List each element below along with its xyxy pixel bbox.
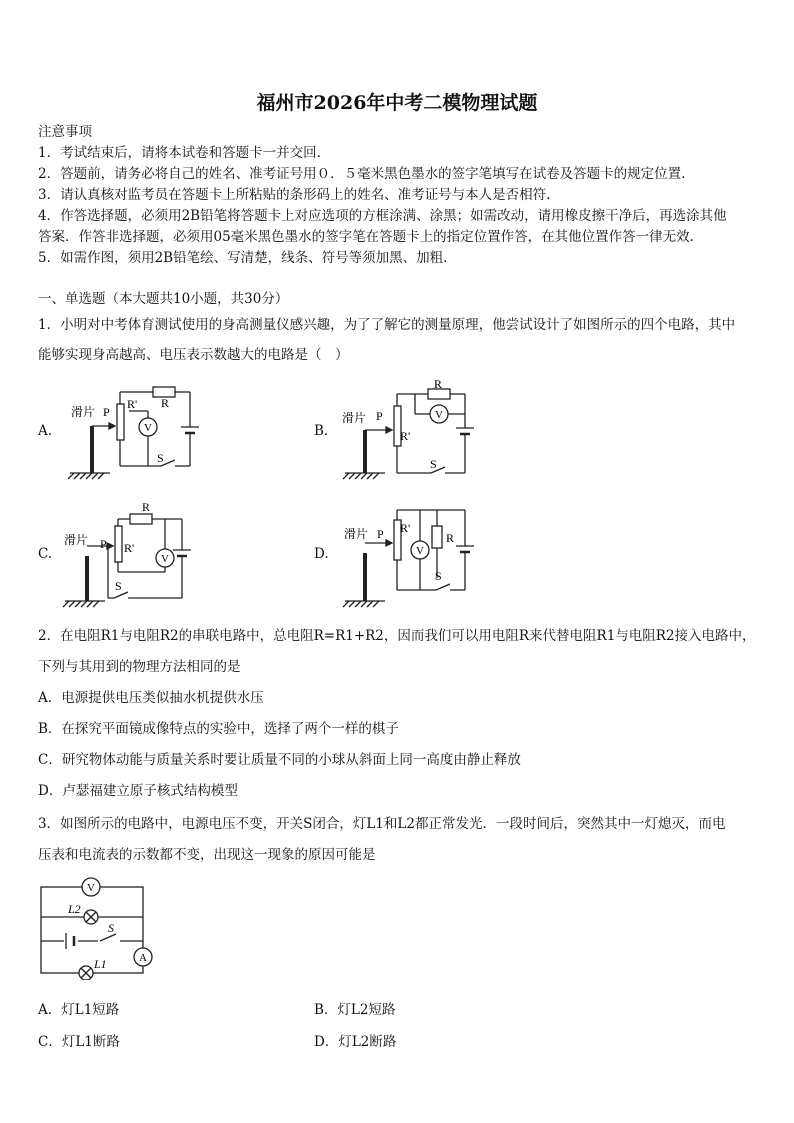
switch-label: S [157,451,164,465]
q3-stem-line1: 3．如图所示的电路中，电源电压不变，开关S闭合，灯L1和L2都正常发光．一段时间后，突然其中一灯熄灭，而电 [38,816,726,832]
voltmeter-label: V [435,409,443,421]
circuit-diagram-a [65,378,210,483]
switch-label: S [435,569,442,583]
r-label: R [142,500,151,514]
r-label: R [161,396,170,410]
slider-label: 滑片 [344,527,369,541]
voltmeter-label: V [144,422,152,434]
switch-label: S [115,579,122,593]
q1-stem-line1: 1．小明对中考体育测试使用的身高测量仪感兴趣，为了了解它的测量原理，他尝试设计了如图所示的四个电路，其中 [38,317,736,333]
circuit-diagram-d [340,498,480,608]
circuit-diagram-b [340,378,480,483]
q3-circuit-diagram [36,875,161,980]
p-label: P [103,405,110,419]
p-label: P [377,527,384,541]
q2-stem-line1: 2．在电阻R1与电阻R2的串联电路中，总电阻R=R1+R2，因而我们可以用电阻R来代替电阻R1与电阻R2接入电路中， [38,628,756,644]
q3-option-b: B．灯L2短路 [314,1002,396,1018]
q3-option-a: A．灯L1短路 [38,1002,120,1018]
slider-label: 滑片 [342,411,367,425]
slider-label: 滑片 [71,405,96,419]
notice-item-4: 4．作答选择题，必须用2B铅笔将答题卡上对应选项的方框涂满、涂黑；如需改动，请用橡皮擦干净后，再选涂其他 [38,208,727,224]
notice-item-1: 1．考试结束后，请将本试卷和答题卡一并交回. [38,145,321,161]
r-label: R [434,378,443,391]
rprime-label: R' [400,429,411,443]
q2-option-b: B．在探究平面镜成像特点的实验中，选择了两个一样的棋子 [38,721,399,737]
q2-option-a: A．电源提供电压类似抽水机提供水压 [38,690,264,706]
q1-option-d-label: D. [314,546,329,562]
q1-option-b-label: B. [314,423,329,439]
q1-option-a-label: A. [38,423,53,439]
q3-stem-line2: 压表和电流表的示数都不变，出现这一现象的原因可能是 [38,847,376,863]
section-heading: 一、单选题（本大题共10小题，共30分） [38,291,289,307]
lamp-l1-label: L1 [94,957,107,971]
rprime-label: R' [124,541,135,555]
circuit-diagram-c [60,498,205,608]
switch-label: S [430,457,437,471]
q2-option-d: D．卢瑟福建立原子核式结构模型 [38,783,238,799]
lamp-l2-label: L2 [68,902,81,916]
p-label: P [100,537,107,551]
notice-item-3: 3．请认真核对监考员在答题卡上所粘贴的条形码上的姓名、准考证号与本人是否相符. [38,187,551,203]
rprime-label: R' [400,521,411,535]
voltmeter-label: V [87,882,95,894]
voltmeter-label: V [161,553,169,565]
q3-option-c: C．灯L1断路 [38,1034,120,1050]
notice-item-5: 5．如需作图，须用2B铅笔绘、写清楚，线条、符号等须加黑、加粗. [38,250,448,266]
notice-heading: 注意事项 [38,124,92,140]
notice-item-4-cont: 答案．作答非选择题，必须用05毫米黑色墨水的签字笔在答题卡上的指定位置作答，在其他位置作答一律无效. [38,229,694,245]
q2-stem-line2: 下列与其用到的物理方法相同的是 [38,659,241,675]
notice-item-2: 2．答题前，请务必将自己的姓名、准考证号用０．５毫米黑色墨水的签字笔填写在试卷及答题卡的规定位置. [38,166,686,182]
page-title: 福州市2026年中考二模物理试题 [256,92,538,114]
p-label: P [376,409,383,423]
voltmeter-label: V [416,545,424,557]
rprime-label: R' [127,397,138,411]
r-label: R [446,531,455,545]
switch-label: S [108,921,114,935]
q1-option-c-label: C. [38,546,53,562]
ammeter-label: A [139,952,147,964]
q3-option-d: D．灯L2断路 [314,1034,397,1050]
q1-stem-line2: 能够实现身高越高、电压表示数越大的电路是（ ） [38,347,349,363]
slider-label: 滑片 [64,533,89,547]
q2-option-c: C．研究物体动能与质量关系时要让质量不同的小球从斜面上同一高度由静止释放 [38,752,521,768]
